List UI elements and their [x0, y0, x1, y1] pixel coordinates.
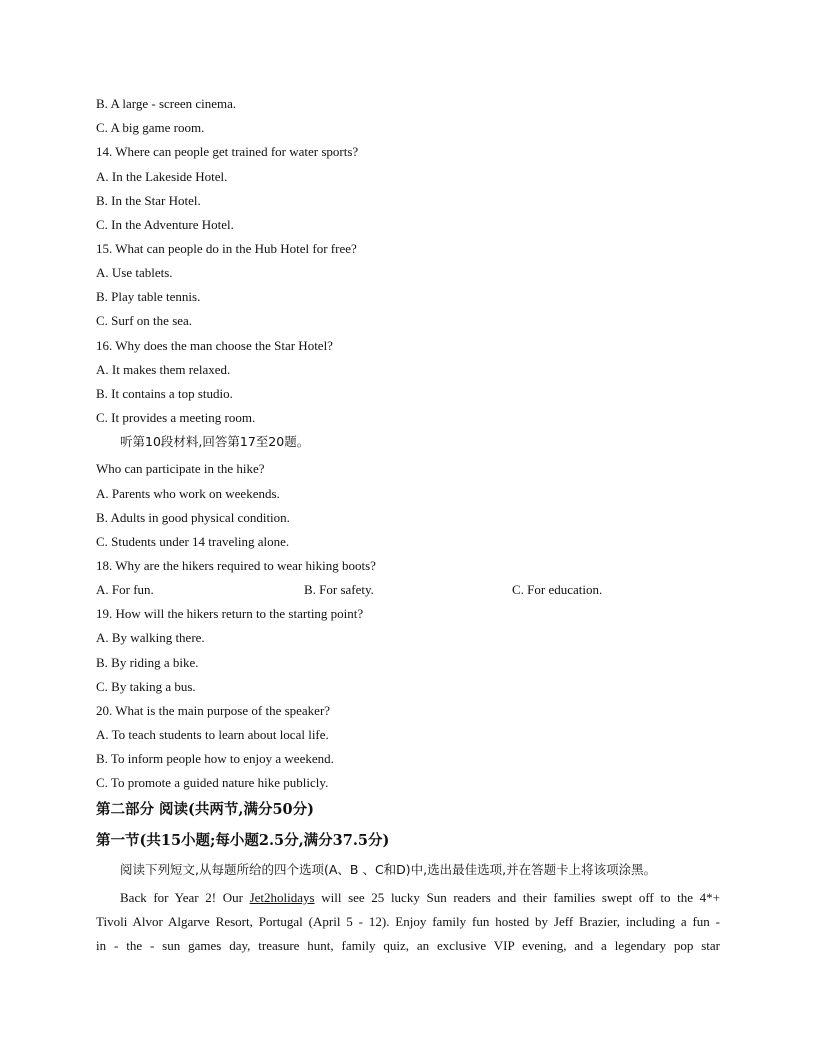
question-15: 15. What can people do in the Hub Hotel for free? [96, 241, 357, 256]
question-14: 14. Where can people get trained for water sports? [96, 144, 359, 159]
section1-heading: 第一节(共15小题;每小题2.5分,满分37.5分) [96, 832, 390, 849]
reading-instruction: 阅读下列短文,从每题所给的四个选项(A、B 、C和D)中,选出最佳选项,并在答题卡上将该项涂黑。 [120, 862, 657, 877]
option-a: A. For fun. [96, 582, 154, 597]
option-line: B. Play table tennis. [96, 289, 201, 304]
option-line: A. Parents who work on weekends. [96, 486, 280, 501]
passage-text: will see 25 lucky Sun readers and their families swept off to the 4*+ [314, 890, 720, 905]
option-line: B. By riding a bike. [96, 655, 199, 670]
question-18: 18. Why are the hikers required to wear hiking boots? [96, 558, 376, 573]
passage-line [120, 886, 720, 910]
passage-line: Tivoli Alvor Algarve Resort, Portugal (April 5 - 12). Enjoy family fun hosted by Jeff Brazier, including a fun - [96, 914, 720, 929]
section10-instruction: 听第10段材料,回答第17至20题。 [120, 434, 310, 449]
passage-line: in - the - sun games day, treasure hunt, family quiz, an exclusive VIP evening, and a legendary pop star [96, 938, 720, 953]
option-line: A. To teach students to learn about local life. [96, 727, 329, 742]
passage-text: Back for Year 2! Our [120, 890, 250, 905]
option-line: A. Use tablets. [96, 265, 173, 280]
question-17: Who can participate in the hike? [96, 461, 265, 476]
option-line: C. In the Adventure Hotel. [96, 217, 234, 232]
option-line: A. In the Lakeside Hotel. [96, 169, 228, 184]
option-line: B. In the Star Hotel. [96, 193, 201, 208]
option-line: C. By taking a bus. [96, 679, 196, 694]
question-16: 16. Why does the man choose the Star Hotel? [96, 338, 333, 353]
option-line: B. A large - screen cinema. [96, 96, 237, 111]
option-line: C. Students under 14 traveling alone. [96, 534, 290, 549]
question-19: 19. How will the hikers return to the starting point? [96, 606, 364, 621]
option-line: C. A big game room. [96, 120, 205, 135]
option-line: A. By walking there. [96, 630, 205, 645]
option-line: C. It provides a meeting room. [96, 410, 256, 425]
option-line: C. Surf on the sea. [96, 313, 193, 328]
option-line: A. It makes them relaxed. [96, 362, 231, 377]
jet2holidays-link[interactable]: Jet2holidays [249, 890, 315, 905]
option-line: B. It contains a top studio. [96, 386, 233, 401]
option-c: C. For education. [512, 582, 603, 597]
option-line: C. To promote a guided nature hike publicly. [96, 775, 329, 790]
option-b: B. For safety. [304, 582, 374, 597]
option-line: B. Adults in good physical condition. [96, 510, 290, 525]
question-20: 20. What is the main purpose of the speaker? [96, 703, 331, 718]
option-line: B. To inform people how to enjoy a weekend. [96, 751, 334, 766]
part2-heading: 第二部分 阅读(共两节,满分50分) [96, 801, 314, 818]
